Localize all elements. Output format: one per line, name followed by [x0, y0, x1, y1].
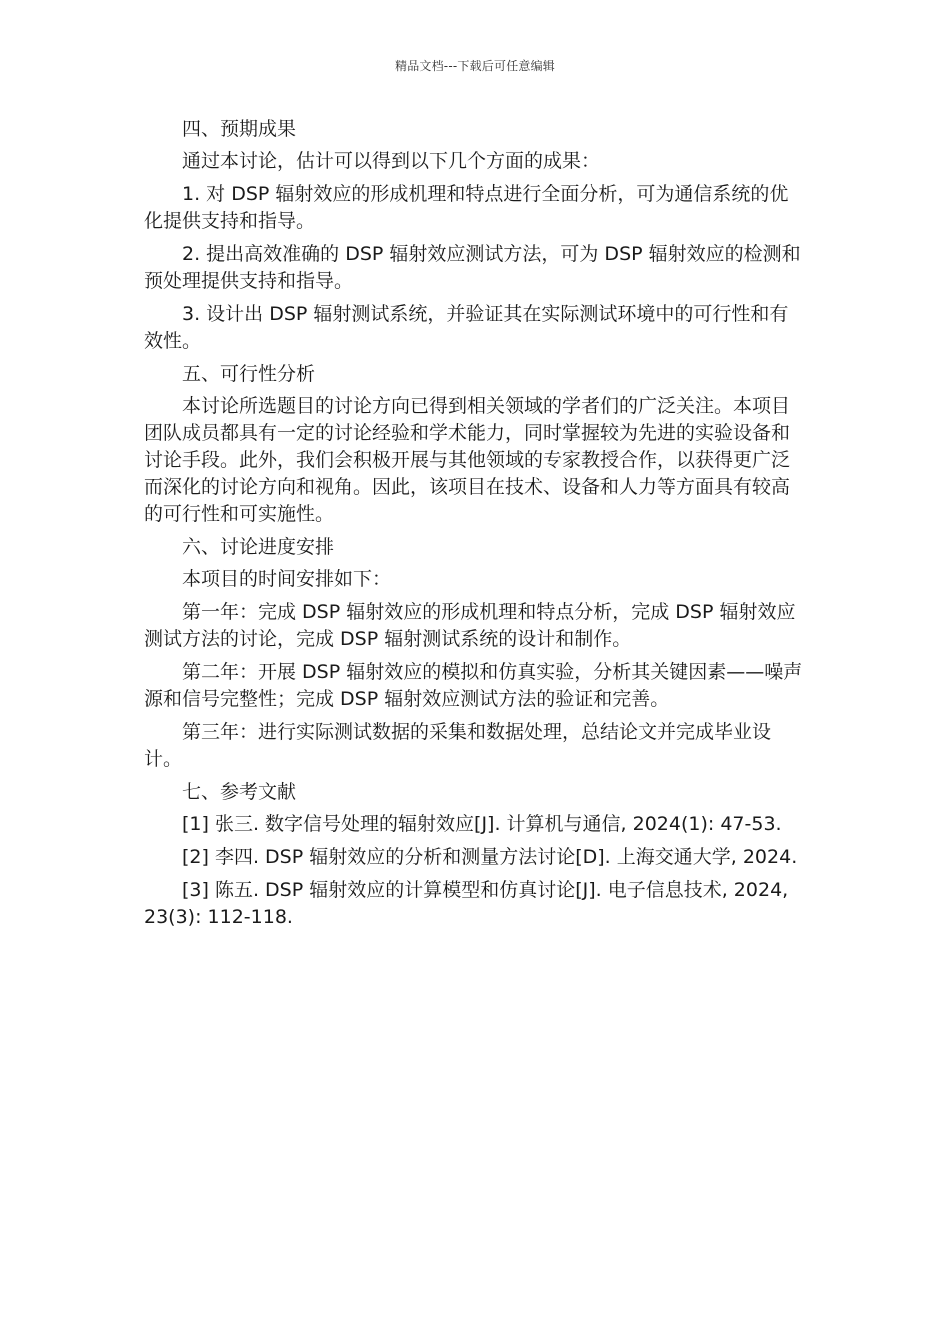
list-item-result-3: 3. 设计出 DSP 辐射测试系统，并验证其在实际测试环境中的可行性和有效性。	[144, 303, 789, 352]
schedule-year-1: 第一年：完成 DSP 辐射效应的形成机理和特点分析，完成 DSP 辐射效应测试方法的讨论，完成 DSP 辐射测试系统的设计和制作。	[144, 601, 796, 650]
reference-item-1: [1] 张三. 数字信号处理的辐射效应[J]. 计算机与通信, 2024(1): 47-53.	[182, 813, 782, 835]
section-heading-feasibility: 五、可行性分析	[182, 363, 316, 385]
list-item-result-1: 1. 对 DSP 辐射效应的形成机理和特点进行全面分析，可为通信系统的优化提供支持和指导。	[144, 183, 789, 232]
section-heading-expected-results: 四、预期成果	[182, 118, 297, 140]
list-item-result-2: 2. 提出高效准确的 DSP 辐射效应测试方法，可为 DSP 辐射效应的检测和预处理提供支持和指导。	[144, 243, 801, 292]
paragraph-schedule-intro: 本项目的时间安排如下：	[182, 568, 392, 590]
schedule-year-3: 第三年：进行实际测试数据的采集和数据处理，总结论文并完成毕业设计。	[144, 721, 772, 770]
section-heading-references: 七、参考文献	[182, 781, 297, 803]
reference-item-2: [2] 李四. DSP 辐射效应的分析和测量方法讨论[D]. 上海交通大学, 2024.	[182, 846, 798, 868]
paragraph-feasibility: 本讨论所选题目的讨论方向已得到相关领域的学者们的广泛关注。本项目团队成员都具有一定的讨论经验和学术能力，同时掌握较为先进的实验设备和讨论手段。此外，我们会积极开展与其他领域的专家教授合作，以获得更广泛而深化的讨论方向和视角。因此，该项目在技术、设备和人力等方面具有较高的可行性和可实施性。	[144, 395, 791, 525]
page-header: 精品文档---下载后可任意编辑	[395, 59, 555, 73]
reference-item-3: [3] 陈五. DSP 辐射效应的计算模型和仿真讨论[J]. 电子信息技术, 2024, 23(3): 112-118.	[144, 879, 789, 928]
paragraph-intro-results: 通过本讨论，估计可以得到以下几个方面的成果：	[182, 150, 601, 172]
section-heading-schedule: 六、讨论进度安排	[182, 536, 335, 558]
schedule-year-2: 第二年：开展 DSP 辐射效应的模拟和仿真实验，分析其关键因素——噪声源和信号完整性；完成 DSP 辐射效应测试方法的验证和完善。	[144, 661, 803, 710]
document-body	[144, 116, 806, 937]
